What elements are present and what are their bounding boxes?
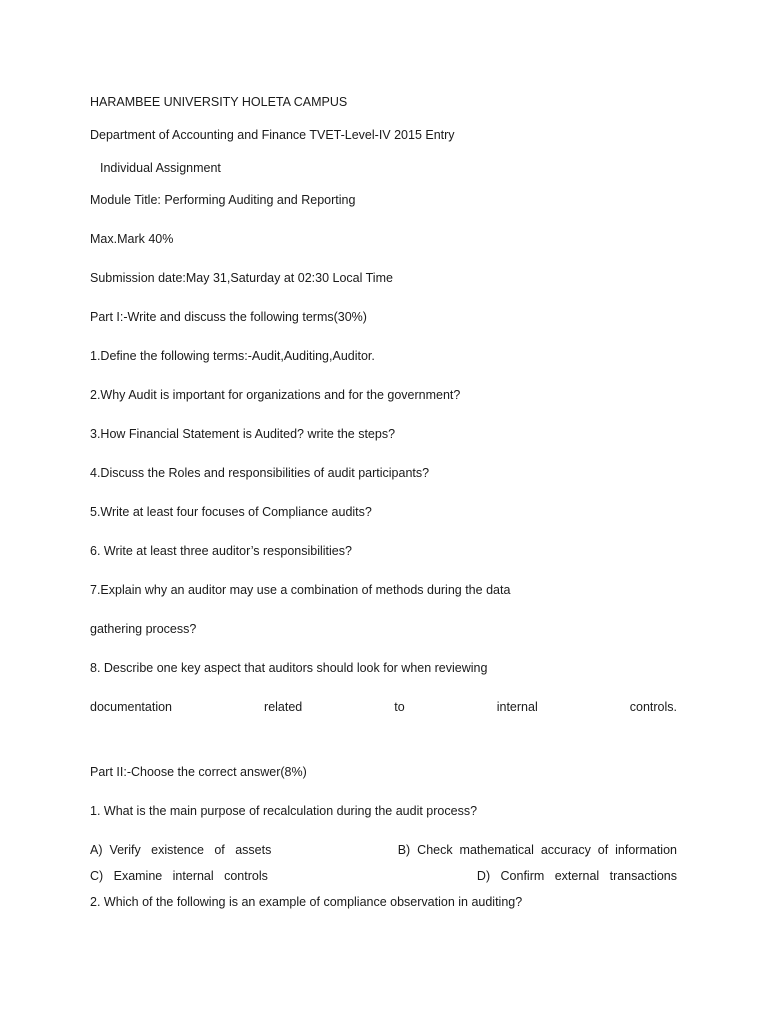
part1-title: Part I:-Write and discuss the following terms(30%) [90,310,367,324]
part2-question-2: 2. Which of the following is an example of compliance observation in auditing? [90,895,523,909]
part1-question-1: 1.Define the following terms:-Audit,Auditing,Auditor. [90,349,375,363]
assignment-type: Individual Assignment [100,161,221,175]
submission-date: Submission date:May 31,Saturday at 02:30 Local Time [90,271,393,285]
justified-word: controls. [629,700,677,714]
part2-question-1: 1. What is the main purpose of recalculation during the audit process? [90,804,478,818]
option-d: D) Confirm external transactions [476,869,677,883]
part1-question-2: 2.Why Audit is important for organizations and for the government? [90,388,461,402]
part1-question-8-line-2 [90,699,677,715]
option-b: B) Check mathematical accuracy of information [397,843,677,857]
option-c: C) Examine internal controls [90,869,268,883]
part1-question-3: 3.How Financial Statement is Audited? write the steps? [90,427,396,441]
max-mark: Max.Mark 40% [90,232,174,246]
justified-word: to [394,700,405,714]
option-a: A) Verify existence of assets [90,843,272,857]
department-line: Department of Accounting and Finance TVET-Level-IV 2015 Entry [90,128,455,142]
part1-question-7-line-2: gathering process? [90,622,197,636]
part1-question-7-line-1: 7.Explain why an auditor may use a combination of methods during the data [90,583,511,597]
part1-question-5: 5.Write at least four focuses of Compliance audits? [90,505,372,519]
justified-word: documentation [90,700,173,714]
justified-word: related [264,700,303,714]
part2-title: Part II:-Choose the correct answer(8%) [90,765,307,779]
part1-question-4: 4.Discuss the Roles and responsibilities of audit participants? [90,466,430,480]
justified-word: internal [496,700,538,714]
university-name: HARAMBEE UNIVERSITY HOLETA CAMPUS [90,95,348,109]
part1-question-8-line-1: 8. Describe one key aspect that auditors should look for when reviewing [90,661,488,675]
module-title: Module Title: Performing Auditing and Reporting [90,193,356,207]
part1-question-6: 6. Write at least three auditor’s responsibilities? [90,544,352,558]
